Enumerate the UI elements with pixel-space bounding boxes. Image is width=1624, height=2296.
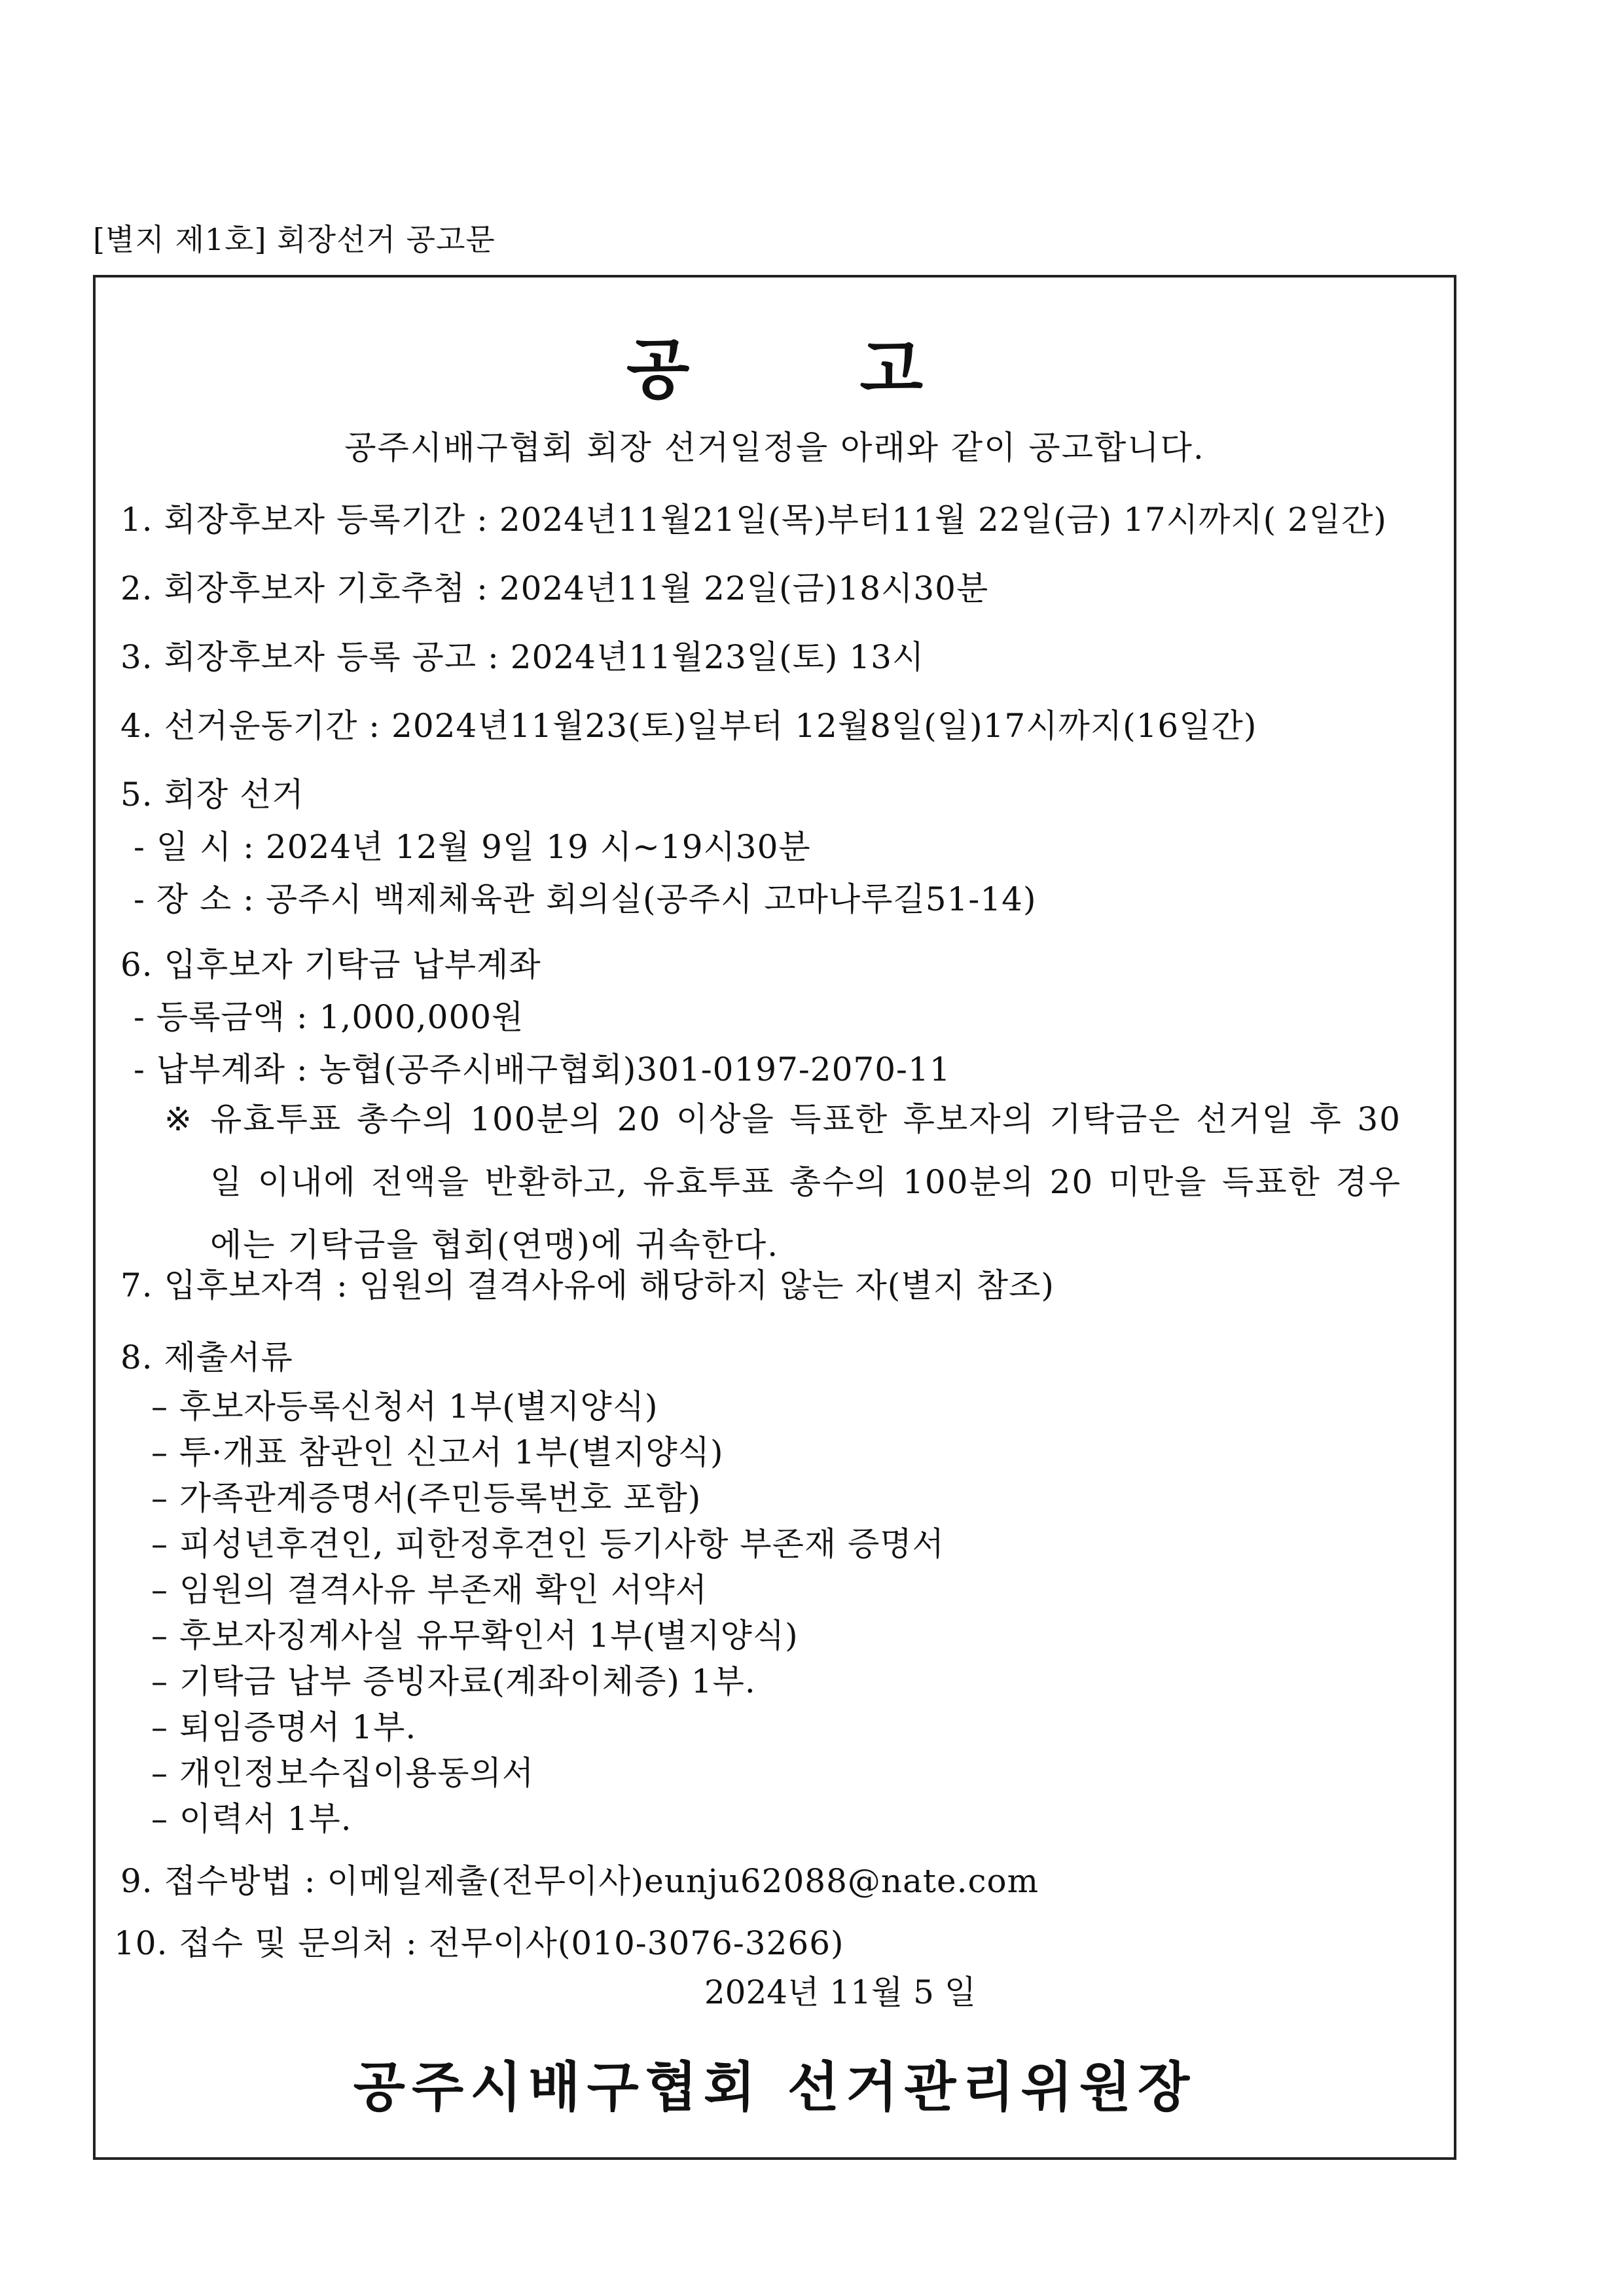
item-documents-heading: 8. 제출서류 bbox=[120, 1338, 293, 1376]
notice-intro: 공주시배구협회 회장 선거일정을 아래와 같이 공고합니다. bbox=[344, 429, 1205, 467]
form-label: [별지 제1호] 회장선거 공고문 bbox=[93, 222, 496, 257]
notice-frame bbox=[93, 275, 1456, 2160]
document-item: – 후보자등록신청서 1부(별지양식) bbox=[151, 1388, 659, 1426]
deposit-account: - 납부계좌 : 농협(공주시배구협회)301-0197-2070-11 bbox=[134, 1050, 951, 1088]
item-submission-method: 9. 접수방법 : 이메일제출(전무이사)eunju62088@nate.com bbox=[120, 1862, 1039, 1900]
item-deposit-heading: 6. 입후보자 기탁금 납부계좌 bbox=[120, 946, 541, 984]
document-item: – 기탁금 납부 증빙자료(계좌이체증) 1부. bbox=[151, 1662, 756, 1700]
notice-title: 공고 bbox=[626, 331, 1094, 408]
item-campaign-period: 4. 선거운동기간 : 2024년11월23(토)일부터 12월8일(일)17시까지(16일간) bbox=[120, 707, 1257, 745]
item-registration-period: 1. 회장후보자 등록기간 : 2024년11월21일(목)부터11월 22일(금) 17시까지( 2일간) bbox=[120, 501, 1387, 539]
document-item: – 퇴임증명서 1부. bbox=[151, 1708, 417, 1746]
item-contact: 10. 접수 및 문의처 : 전무이사(010-3076-3266) bbox=[114, 1924, 844, 1962]
notice-date: 2024년 11월 5 일 bbox=[704, 1973, 977, 2011]
item-number-draw: 2. 회장후보자 기호추첨 : 2024년11월 22일(금)18시30분 bbox=[120, 569, 989, 607]
document-item: – 피성년후견인, 피한정후견인 등기사항 부존재 증명서 bbox=[151, 1525, 945, 1563]
item-eligibility: 7. 입후보자격 : 임원의 결격사유에 해당하지 않는 자(별지 참조) bbox=[120, 1266, 1055, 1304]
issuer-signature: 공주시배구협회 선거관리위원장 bbox=[353, 2056, 1197, 2119]
document-item: – 이력서 1부. bbox=[151, 1800, 352, 1838]
item-registration-notice: 3. 회장후보자 등록 공고 : 2024년11월23일(토) 13시 bbox=[120, 638, 925, 676]
document-item: – 투·개표 참관인 신고서 1부(별지양식) bbox=[151, 1433, 724, 1471]
document-item: – 후보자징계사실 유무확인서 1부(별지양식) bbox=[151, 1617, 799, 1655]
deposit-amount: - 등록금액 : 1,000,000원 bbox=[134, 998, 524, 1036]
document-item: – 임원의 결격사유 부존재 확인 서약서 bbox=[151, 1571, 708, 1609]
reference-mark: ※ bbox=[164, 1100, 193, 1138]
item-election-heading: 5. 회장 선거 bbox=[120, 776, 304, 814]
election-date: - 일 시 : 2024년 12월 9일 19 시~19시30분 bbox=[134, 828, 811, 866]
deposit-refund-note bbox=[164, 1088, 1401, 1276]
document-item: – 가족관계증명서(주민등록번호 포함) bbox=[151, 1479, 702, 1517]
note-text: 유효투표 총수의 100분의 20 이상을 득표한 후보자의 기탁금은 선거일 후 30일 이내에 전액을 반환하고, 유효투표 총수의 100분의 20 미만을 득표한 경우에는 기탁금을 협회(연맹)에 귀속한다. bbox=[210, 1100, 1401, 1264]
election-place: - 장 소 : 공주시 백제체육관 회의실(공주시 고마나루길51-14) bbox=[134, 880, 1037, 918]
document-item: – 개인정보수집이용동의서 bbox=[151, 1754, 535, 1792]
